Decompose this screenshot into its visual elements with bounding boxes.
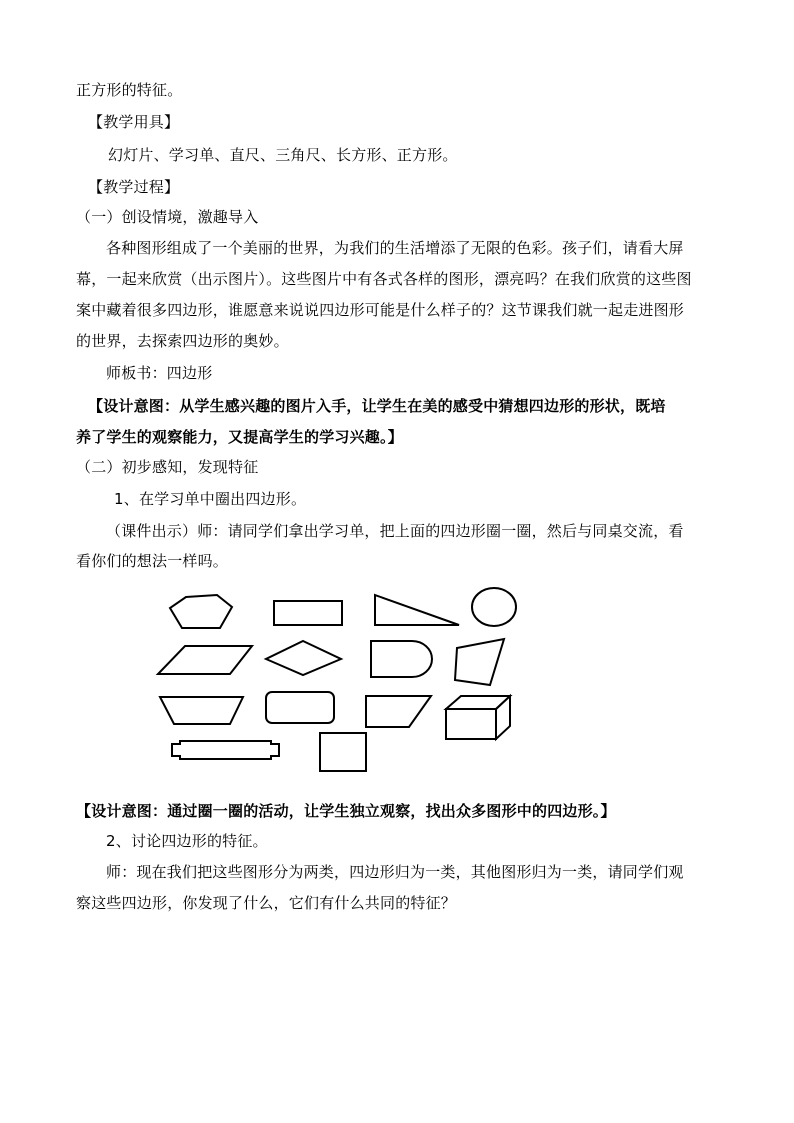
text-line: 正方形的特征。 [76, 81, 183, 99]
rounded-rectangle-shape [266, 692, 334, 723]
paragraph-line: 师：现在我们把这些图形分为两类，四边形归为一类，其他图形归为一类，请同学们观 [106, 863, 684, 881]
rhombus-shape [266, 641, 341, 675]
right-trapezoid-shape [366, 696, 431, 727]
section-heading-tools: 【教学用具】 [88, 113, 180, 131]
paragraph-line: 察这些四边形，你发现了什么，它们有什么共同的特征？ [76, 894, 457, 912]
design-intent-1: 【设计意图：从学生感兴趣的图片入手，让学生在美的感受中猜想四边形的形状，既培 [88, 397, 666, 415]
design-intent-2: 【设计意图：通过圈一圈的活动，让学生独立观察，找出众多图形中的四边形。】 [76, 802, 616, 820]
section-heading-process: 【教学过程】 [88, 178, 180, 196]
blackboard-note: 师板书：四边形 [106, 364, 213, 382]
paragraph-line: 的世界，去探索四边形的奥妙。 [76, 332, 289, 350]
shapes-figure [150, 585, 530, 780]
right-triangle-shape [375, 595, 459, 625]
paragraph-line: 案中藏着很多四边形，谁愿意来说说四边形可能是什么样子的？这节课我们就一起走进图形 [76, 301, 685, 319]
notched-bar-shape [172, 741, 279, 759]
subsection-heading-1: （一）创设情境，激趣导入 [76, 208, 259, 226]
square-shape [320, 733, 366, 771]
cuboid-side [496, 696, 510, 739]
paragraph-line: 幕，一起来欣赏（出示图片）。这些图片中有各式各样的图形，漂亮吗？在我们欣赏的这些图 [76, 270, 692, 288]
design-intent-1-cont: 养了学生的观察能力，又提高学生的学习兴趣。】 [76, 428, 403, 446]
subsection-heading-2: （二）初步感知，发现特征 [76, 458, 259, 476]
list-item-1: 1、在学习单中圈出四边形。 [114, 490, 307, 508]
trapezoid-shape [160, 697, 243, 724]
rectangle-shape [274, 601, 342, 625]
list-item-2: 2、讨论四边形的特征。 [106, 832, 268, 850]
parallelogram-shape [158, 646, 252, 674]
paragraph-line: 各种图形组成了一个美丽的世界，为我们的生活增添了无限的色彩。孩子们，请看大屏 [106, 239, 684, 257]
paragraph-line: （课件出示）师：请同学们拿出学习单，把上面的四边形圈一圈，然后与同桌交流，看 [106, 522, 684, 540]
paragraph-line: 看你们的想法一样吗。 [76, 552, 229, 570]
circle-shape [472, 588, 516, 626]
d-shape [371, 641, 432, 677]
tools-list: 幻灯片、学习单、直尺、三角尺、长方形、正方形。 [108, 146, 458, 164]
cuboid-front [446, 709, 496, 739]
cuboid-top [446, 696, 510, 709]
quadrilateral-shape [455, 639, 504, 685]
pentagon-shape [170, 595, 232, 628]
